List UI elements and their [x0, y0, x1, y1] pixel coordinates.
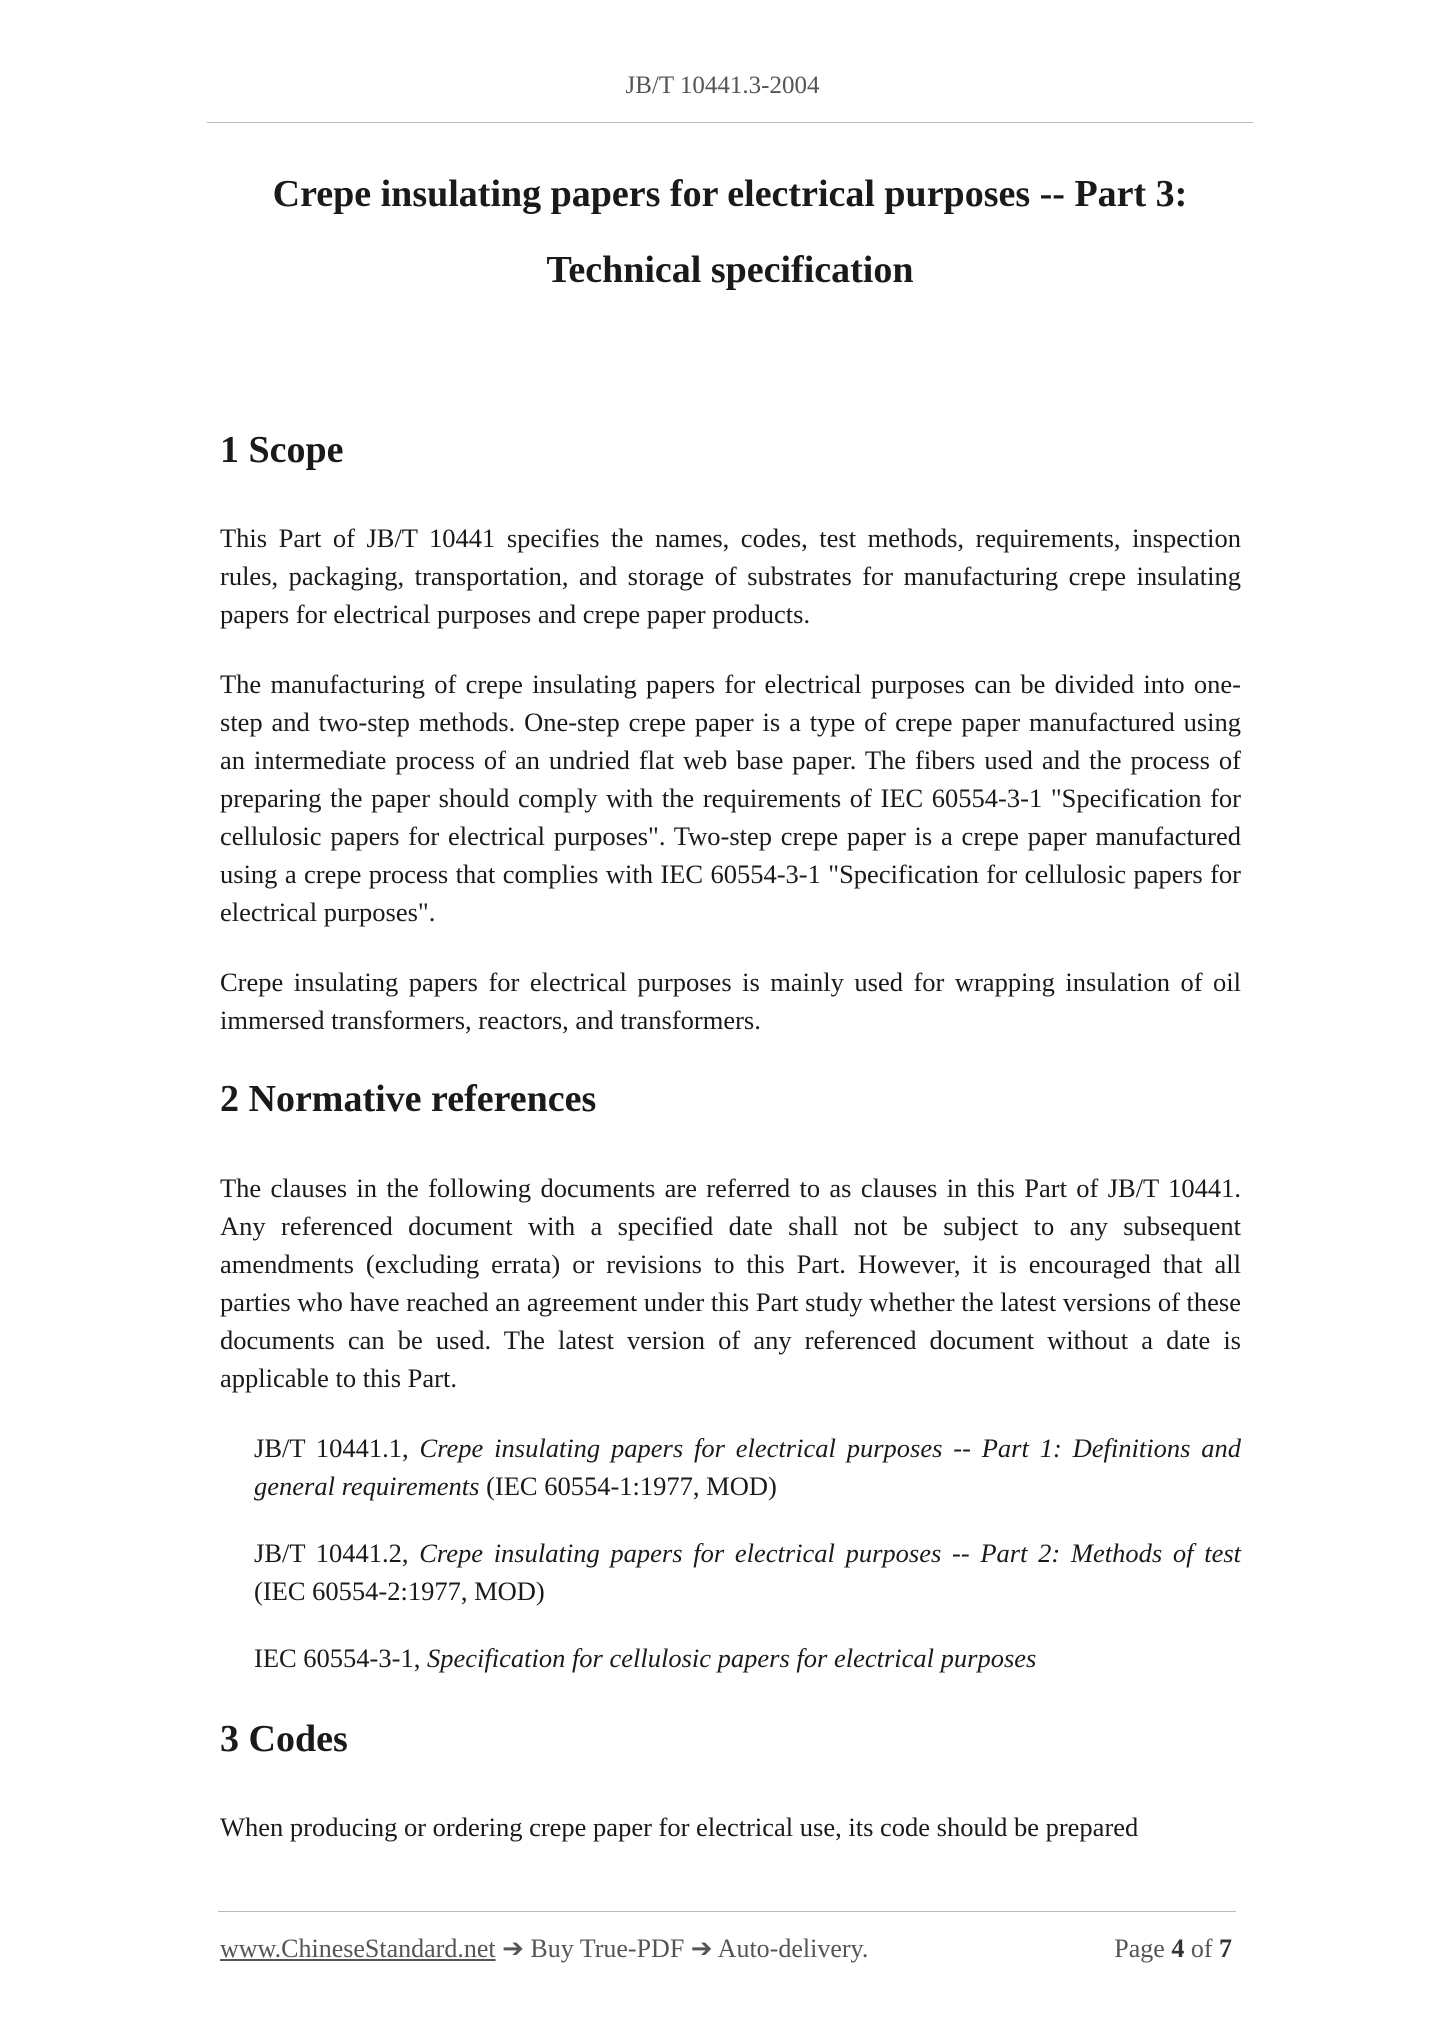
page-total: 7 — [1219, 1934, 1232, 1963]
document-title-line2: Technical specification — [546, 249, 914, 291]
codes-paragraph: When producing or ordering crepe paper for electrical use, its code should be prepared — [220, 1812, 1139, 1842]
of-label: of — [1190, 1934, 1213, 1963]
website-link[interactable]: www.ChineseStandard.net — [220, 1934, 496, 1963]
arrow-right-icon: ➔ — [502, 1934, 524, 1963]
section-heading-codes: 3 Codes — [220, 1718, 348, 1760]
page-label: Page — [1114, 1934, 1165, 1963]
reference-code: JB/T 10441.1, — [254, 1433, 409, 1463]
reference-item — [254, 1429, 1241, 1505]
auto-delivery-text: Auto-delivery. — [717, 1934, 869, 1963]
scope-paragraph-2: The manufacturing of crepe insulating papers for electrical purposes can be divided into one-step and two-step methods. One-step crepe paper is a type of crepe paper manufactured using an intermediate process of an undried flat web base paper. The fibers used and the process of preparing the paper should comply with the requirements of IEC 60554-3-1 "Specification for cellulosic papers for electrical purposes". Two-step crepe paper is a crepe paper manufactured using a crepe process that complies with IEC 60554-3-1 "Specification for cellulosic papers for electrical purposes". — [220, 669, 1241, 927]
reference-item — [254, 1639, 1241, 1677]
footer-divider — [218, 1911, 1236, 1912]
section-heading-scope: 1 Scope — [220, 429, 344, 471]
reference-title: Specification for cellulosic papers for electrical purposes — [426, 1643, 1037, 1673]
arrow-right-icon: ➔ — [690, 1934, 713, 1963]
page-number — [1114, 1934, 1232, 1964]
buy-pdf-text: Buy True-PDF — [530, 1934, 685, 1963]
reference-note: (IEC 60554-1:1977, MOD) — [486, 1471, 777, 1501]
reference-title: Crepe insulating papers for electrical purposes -- Part 2: Methods of test — [419, 1538, 1241, 1568]
reference-code: JB/T 10441.2, — [254, 1538, 409, 1568]
header-divider — [207, 122, 1253, 123]
reference-note: (IEC 60554-2:1977, MOD) — [254, 1576, 545, 1606]
normative-paragraph: The clauses in the following documents are referred to as clauses in this Part of JB/T 10441. Any referenced document with a specified date shall not be subject to any subsequent amendments (excluding errata) or revisions to this Part. However, it is encouraged that all parties who have reached an agreement under this Part study whether the latest versions of these documents can be used. The latest version of any referenced document without a date is applicable to this Part. — [220, 1173, 1241, 1393]
footer-promo — [220, 1934, 868, 1964]
page-current: 4 — [1171, 1934, 1185, 1963]
reference-code: IEC 60554-3-1, — [254, 1643, 421, 1673]
reference-item — [254, 1534, 1241, 1610]
scope-paragraph-1: This Part of JB/T 10441 specifies the names, codes, test methods, requirements, inspection rules, packaging, transportation, and storage of substrates for manufacturing crepe insulating papers for electrical purposes and crepe paper products. — [220, 523, 1241, 629]
document-title-line1: Crepe insulating papers for electrical purposes -- Part 3: — [272, 173, 1188, 215]
header-standard-code: JB/T 10441.3-2004 — [625, 72, 820, 99]
reference-title: Crepe insulating papers for electrical purposes -- Part 1: Definitions and general requirements — [254, 1433, 1242, 1501]
scope-paragraph-3: Crepe insulating papers for electrical purposes is mainly used for wrapping insulation of oil immersed transformers, reactors, and transformers. — [220, 967, 1241, 1035]
section-heading-normative-references: 2 Normative references — [220, 1078, 597, 1120]
